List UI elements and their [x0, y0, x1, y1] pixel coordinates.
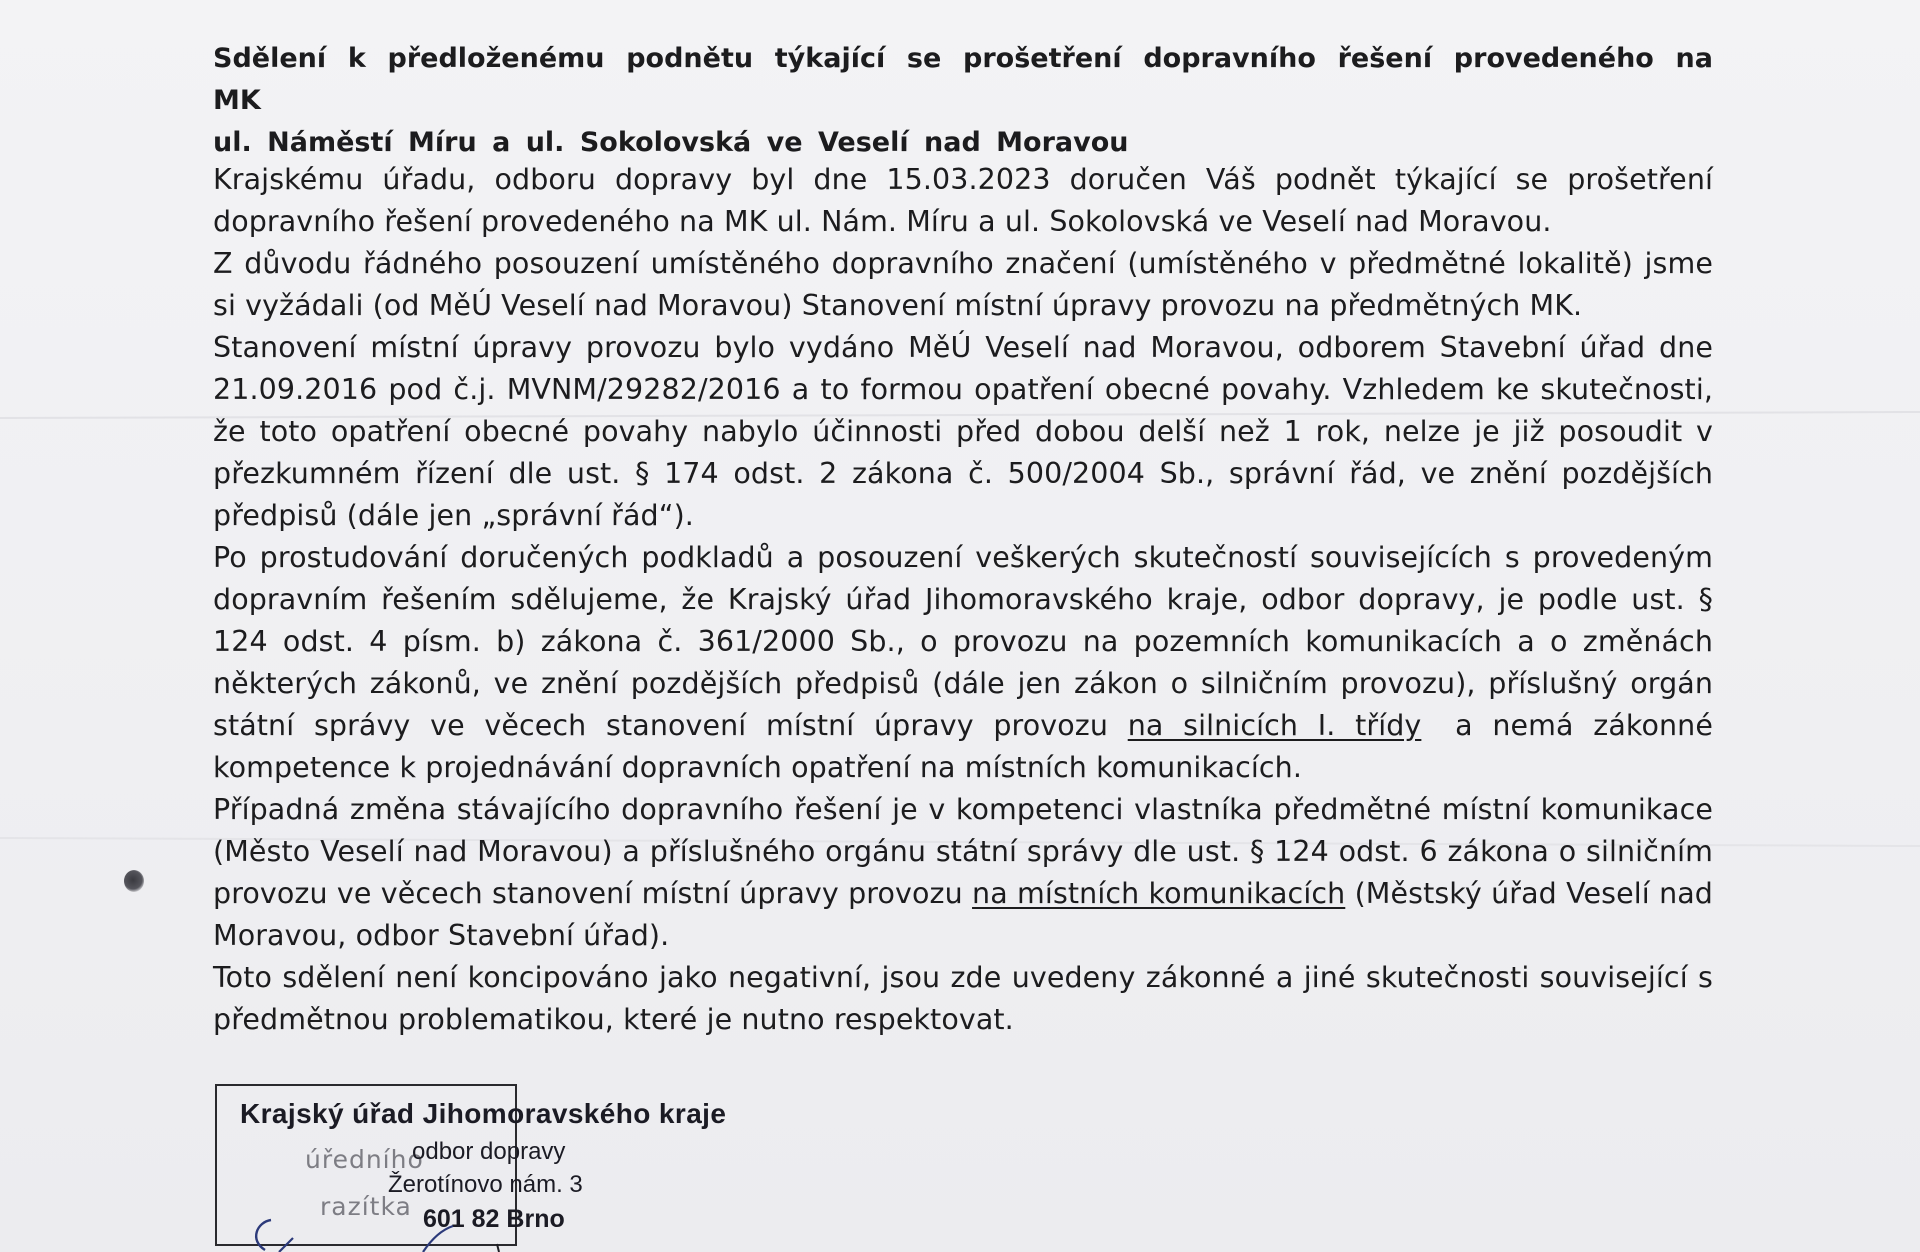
- paragraph-4-underlined-phrase: na silnicích I. třídy: [1127, 709, 1422, 742]
- heading-line-1: Sdělení k předloženému podnětu týkající se prošetření dopravního řešení provedeného na MK: [213, 43, 1713, 116]
- stamp-department: odbor dopravy: [412, 1138, 566, 1165]
- paragraph-4-text-start: Po prostudování doručených podkladů a posouzení veškerých skutečností souvisejících s provedeným dopravním řešením sdělujeme, že Krajský úřad Jihomoravského kraje, odbor dopravy, je podle ust. § 124 odst. 4 písm. b) zákona č. 361/2000 Sb., o provozu na pozemních komunikacích a o změnách některých zákonů, ve znění pozdějších předpisů (dále jen zákon o silničním provozu), příslušný orgán státní správy ve věcech stanovení místní úpravy provozu: [213, 541, 1713, 742]
- paragraph-3: Stanovení místní úpravy provozu bylo vydáno MěÚ Veselí nad Moravou, odborem Stavební úřad dne 21.09.2016 pod č.j. MVNM/29282/2016 a to formou opatření obecné povahy. Vzhledem ke skutečnosti, že toto opatření obecné povahy nabylo účinnosti před dobou delší než 1 rok, nelze je již posoudit v přezkumném řízení dle ust. § 174 odst. 2 zákona č. 500/2004 Sb., správní řád, ve znění pozdějších předpisů (dále jen „správní řád“).: [213, 331, 1713, 532]
- signature-scribble: [235, 1200, 535, 1252]
- letter-body: [213, 159, 1713, 1041]
- stamp-street: Žerotínovo nám. 3: [388, 1171, 583, 1198]
- heading-line-2: ul. Náměstí Míru a ul. Sokolovská ve Veselí nad Moravou: [213, 127, 1129, 158]
- paragraph-4: [213, 537, 1713, 789]
- ink-spot: [124, 870, 144, 892]
- stamp-box-hint-line-1: úředního: [305, 1145, 424, 1174]
- paragraph-1: Krajskému úřadu, odboru dopravy byl dne 15.03.2023 doručen Váš podnět týkající se prošetření dopravního řešení provedeného na MK ul. Nám. Míru a ul. Sokolovská ve Veselí nad Moravou.: [213, 163, 1713, 238]
- paragraph-6: Toto sdělení není koncipováno jako negativní, jsou zde uvedeny zákonné a jiné skutečnosti související s předmětnou problematikou, které je nutno respektovat.: [213, 961, 1713, 1036]
- paragraph-5-underlined-phrase: na místních komunikacích: [972, 877, 1346, 910]
- letter-heading: [213, 38, 1713, 164]
- paragraph-2: Z důvodu řádného posouzení umístěného dopravního značení (umístěného v předmětné lokalitě) jsme si vyžádali (od MěÚ Veselí nad Moravou) Stanovení místní úpravy provozu na předmětných MK.: [213, 247, 1713, 322]
- paragraph-4-text-end: a nemá zákonné kompetence k projednávání dopravních opatření na místních komunikacích.: [213, 709, 1713, 784]
- stamp-box-hint-line-2: razítka: [320, 1192, 412, 1221]
- stamp-city: 601 82 Brno: [423, 1205, 565, 1233]
- paragraph-5: [213, 789, 1713, 957]
- paragraph-5-text-end: (Městský úřad Veselí nad Moravou, odbor Stavební úřad).: [213, 877, 1713, 952]
- stamp-authority: Krajský úřad Jihomoravského kraje: [240, 1098, 727, 1129]
- paragraph-5-text-start: Případná změna stávajícího dopravního řešení je v kompetenci vlastníka předmětné místní komunikace (Město Veselí nad Moravou) a příslušného orgánu státní správy dle ust. § 124 odst. 6 zákona o silničním provozu ve věcech stanovení místní úpravy provozu: [213, 793, 1713, 910]
